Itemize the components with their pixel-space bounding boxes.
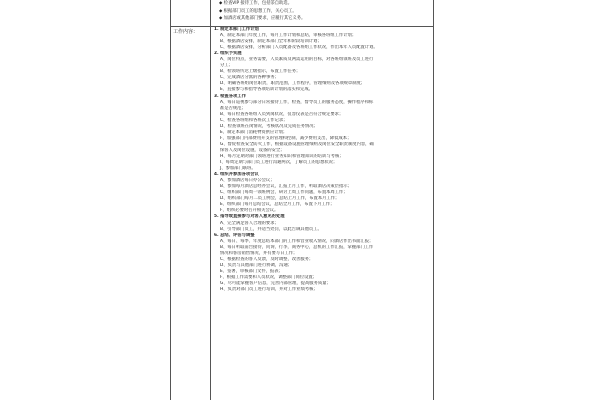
content-line: H、每月定期对部门领班进行业务知识和管理知识的培训与考核； bbox=[220, 153, 344, 159]
content-line: 保客人及岗位设施，设备的安全； bbox=[220, 147, 285, 153]
content-line: C、根据酒店安排，分析部门人员配备及各班组工作状况，作出本年人员配置计划。 bbox=[220, 45, 378, 51]
content-line: I、每周定期与部门员工进行沟通两次，了解员工的思想状况； bbox=[220, 160, 338, 166]
content-line: C、组织部门每周一领班例会，研讨上周工作问题，布置本周工作； bbox=[220, 190, 348, 196]
content-line: A、完全满足客人合理的要求； bbox=[220, 220, 279, 226]
section-heading: 6. 总结、评估与调整 bbox=[214, 232, 255, 238]
content-line: B、每日听取前台接待，问询，行李，商务中心，总机的工作汇报，掌握部门工作 bbox=[220, 244, 374, 250]
content-line: A、岗位特点，业务需要，人员素质及两需运用的目标，对各班组领班及员工进行 bbox=[220, 57, 374, 63]
work-content-label: 工作内容： bbox=[173, 29, 199, 35]
label-cell bbox=[171, 27, 211, 400]
content-line: D、检查领班在岗情况，考核状况及完成任务情况； bbox=[220, 123, 318, 129]
duty-line: ◆ 检查VIP 接待工作，包括茶自助选。 bbox=[219, 1, 292, 6]
section-heading: 4. 组织并参加各项会议 bbox=[214, 172, 259, 178]
content-line: C、根据检查的客人反馈，及时调整，改善服务； bbox=[220, 256, 314, 262]
content-line: B、参加每月酒店总经办会议，汇报上月工作，听取酒店决策层指示； bbox=[220, 184, 352, 190]
section-heading: 5. 指导或直接参与对客人意见的处理 bbox=[214, 214, 285, 220]
section-heading: 2. 组织予实施 bbox=[214, 51, 242, 57]
content-line: B、根据酒店安排，制定本部门全年和阶段培训计划； bbox=[220, 39, 322, 45]
content-line: G、督促检查安全防火工作，根据设备设施管理细则及岗位安全职责制度内容，确 bbox=[220, 141, 374, 147]
duties-list bbox=[215, 0, 430, 26]
content-line: A、每日巡视参与部分日常接待工作，检查，督导员工的服务态度，操作程序和标 bbox=[220, 99, 374, 105]
content-line: E、签署，审核部门文件，报表； bbox=[220, 268, 283, 274]
table-row-duties bbox=[171, 0, 433, 27]
content-line: D、明确各班组岗位职责，职责范围，工作程序，管理细则及各项规章制度； bbox=[220, 81, 366, 87]
content-line: A、制定本部门年度工作，每月工作计划和总结，审核各班组工作计划； bbox=[220, 33, 357, 39]
content-line: E、制定本部门消耗物资供应计划； bbox=[220, 129, 288, 135]
content-line: G、尽可能掌握客户信息，完善内部管理，提高服务质量； bbox=[220, 280, 331, 286]
content-line: D、组织部门每月二员工例会，总结上月工作，布置本月工作； bbox=[220, 196, 340, 202]
content-line: B、检领班传达上级指示，布置工作任务； bbox=[220, 69, 301, 75]
section-heading: 3. 检查各项工作 bbox=[214, 93, 246, 99]
document-table bbox=[170, 0, 434, 400]
duty-line: ◆ 加酒店或其他部门要求，应履行其它义务。 bbox=[219, 16, 306, 22]
duty-line: ◆ 根据部门员工的思想工作，关心员工。 bbox=[219, 8, 297, 14]
content-line: C、完成酒店分派的各种事务； bbox=[220, 75, 279, 81]
content-line: J、参加部门联班。 bbox=[220, 166, 256, 172]
content-line: B、每日检查各班组人员到岗状况，仪容仪表是否符合规定要求； bbox=[220, 111, 344, 117]
content-line: A、每日、每季、年度总结本部门的工作和营业收入情况，向酒店作出书面汇报； bbox=[220, 238, 374, 244]
work-content-body bbox=[214, 27, 430, 400]
content-line: A、参加酒店每日办公会议； bbox=[220, 178, 275, 184]
content-line: B、引导部门员工，并适当处罚，以此告诫其他员工。 bbox=[220, 226, 322, 232]
content-line: F、组织必要时召开相关会议。 bbox=[220, 208, 279, 214]
content-line: E、直接参与和指导各项培训计划的落实和完成。 bbox=[220, 87, 313, 93]
content-line: F、根据工作需要和人员状况，调整部门岗位设置； bbox=[220, 274, 318, 280]
content-line: E、组织部门每月总结会议，总结全月工作，布置下月工作； bbox=[220, 202, 335, 208]
label-cell bbox=[171, 0, 211, 26]
section-heading: 1. 制定本部门工作计划 bbox=[214, 27, 259, 32]
content-line: 分工； bbox=[220, 63, 233, 69]
content-line: H、负责对部门员工进行培训，并对工作业绩考核； bbox=[220, 287, 318, 293]
content-line: D、负责与其他部门进行协调，沟通； bbox=[220, 262, 293, 268]
content-line: C、检查各班组和各班次工作记录； bbox=[220, 117, 288, 123]
content-line: 准是否规范； bbox=[220, 105, 246, 111]
table-row-work-content bbox=[171, 27, 433, 400]
content-line: 情况和客房销售情况，并有要写日工作； bbox=[220, 250, 298, 256]
content-line: F、加强部门内部费用开支的管理和控制，减少费用支出，降低成本； bbox=[220, 135, 352, 141]
